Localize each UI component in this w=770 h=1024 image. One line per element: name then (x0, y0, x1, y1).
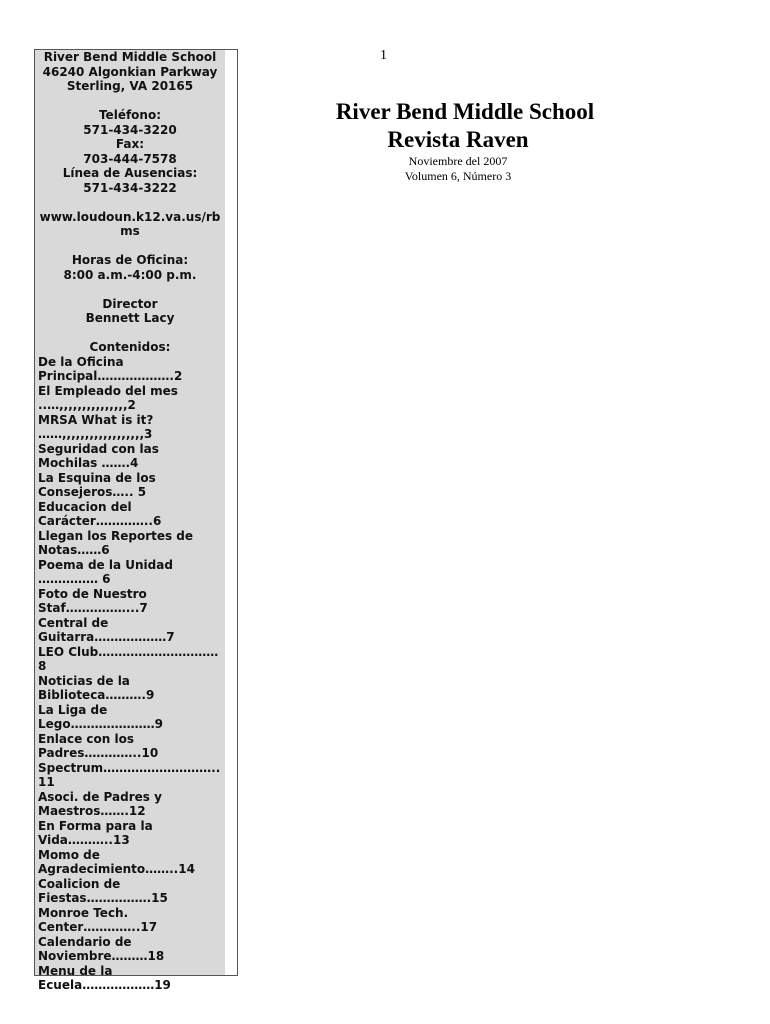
phone-label: Teléfono: (98, 108, 162, 122)
hours-block (38, 253, 222, 282)
website-block (38, 210, 222, 239)
newsletter-title-name: Revista Raven (387, 127, 529, 152)
toc-item: Llegan los Reportes de Notas……6 (38, 528, 194, 557)
toc-item: Calendario de Noviembre………18 (38, 934, 165, 963)
toc-item: Enlace con los Padres…………..10 (38, 731, 159, 760)
phone-number: 571-434-3220 (83, 122, 177, 137)
toc-item: Asoci. de Padres y Maestros…….12 (38, 789, 162, 818)
sidebar (34, 49, 238, 992)
toc-item: Seguridad con las Mochilas …….4 (38, 441, 159, 470)
director-name: Bennett Lacy (85, 311, 175, 325)
toc-item: De la Oficina Principal……………….2 (38, 354, 183, 383)
toc-item: Foto de Nuestro Staf……………...7 (38, 586, 148, 615)
toc-item: La Esquina de los Consejeros….. 5 (38, 470, 156, 499)
phone-block (38, 108, 222, 195)
toc-item: Poema de la Unidad …………… 6 (38, 557, 173, 586)
hours-label: Horas de Oficina: (71, 253, 189, 267)
toc-item: Educacion del Carácter…………..6 (38, 499, 162, 528)
website-link[interactable]: www.loudoun.k12.va.us/rbms (39, 209, 221, 238)
contents-label: Contenidos: (89, 340, 171, 354)
toc-item: Coalicion de Fiestas…………….15 (38, 876, 168, 905)
address-line: 46240 Algonkian Parkway (42, 64, 218, 79)
school-contact-block (38, 50, 222, 94)
toc-item: El Empleado del mes ..…,,,,,,,,,,,,,,,2 (38, 383, 178, 412)
school-name: River Bend Middle School (43, 50, 217, 64)
toc-item: Monroe Tech. Center…………..17 (38, 905, 158, 934)
sidebar-content (35, 50, 225, 992)
newsletter-header (300, 98, 630, 184)
absence-number: 571-434-3222 (83, 180, 177, 195)
page-number: 1 (380, 48, 387, 63)
newsletter-title-school: River Bend Middle School (335, 99, 595, 124)
table-of-contents (38, 355, 222, 993)
toc-item: LEO Club…………………………8 (38, 644, 219, 673)
toc-item: Spectrum………………………..11 (38, 760, 221, 789)
fax-number: 703-444-7578 (83, 151, 177, 166)
city-line: Sterling, VA 20165 (66, 79, 194, 93)
director-label: Director (102, 296, 158, 311)
toc-item: La Liga de Lego…………………9 (38, 702, 163, 731)
director-block (38, 297, 222, 326)
toc-item: MRSA What is it? ……,,,,,,,,,,,,,,,,,,3 (38, 412, 154, 441)
toc-item: Menu de la Ecuela………………19 (38, 963, 171, 992)
toc-item: En Forma para la Vida………..13 (38, 818, 153, 847)
fax-label: Fax: (115, 137, 145, 151)
toc-item: Noticias de la Biblioteca……….9 (38, 673, 155, 702)
hours-value: 8:00 a.m.-4:00 p.m. (63, 267, 197, 282)
absence-label: Línea de Ausencias: (62, 166, 198, 180)
issue-date: Noviembre del 2007 (408, 154, 508, 168)
toc-item: Momo de Agradecimiento……..14 (38, 847, 195, 876)
issue-volume: Volumen 6, Número 3 (404, 169, 512, 183)
toc-item: Central de Guitarra………………7 (38, 615, 175, 644)
